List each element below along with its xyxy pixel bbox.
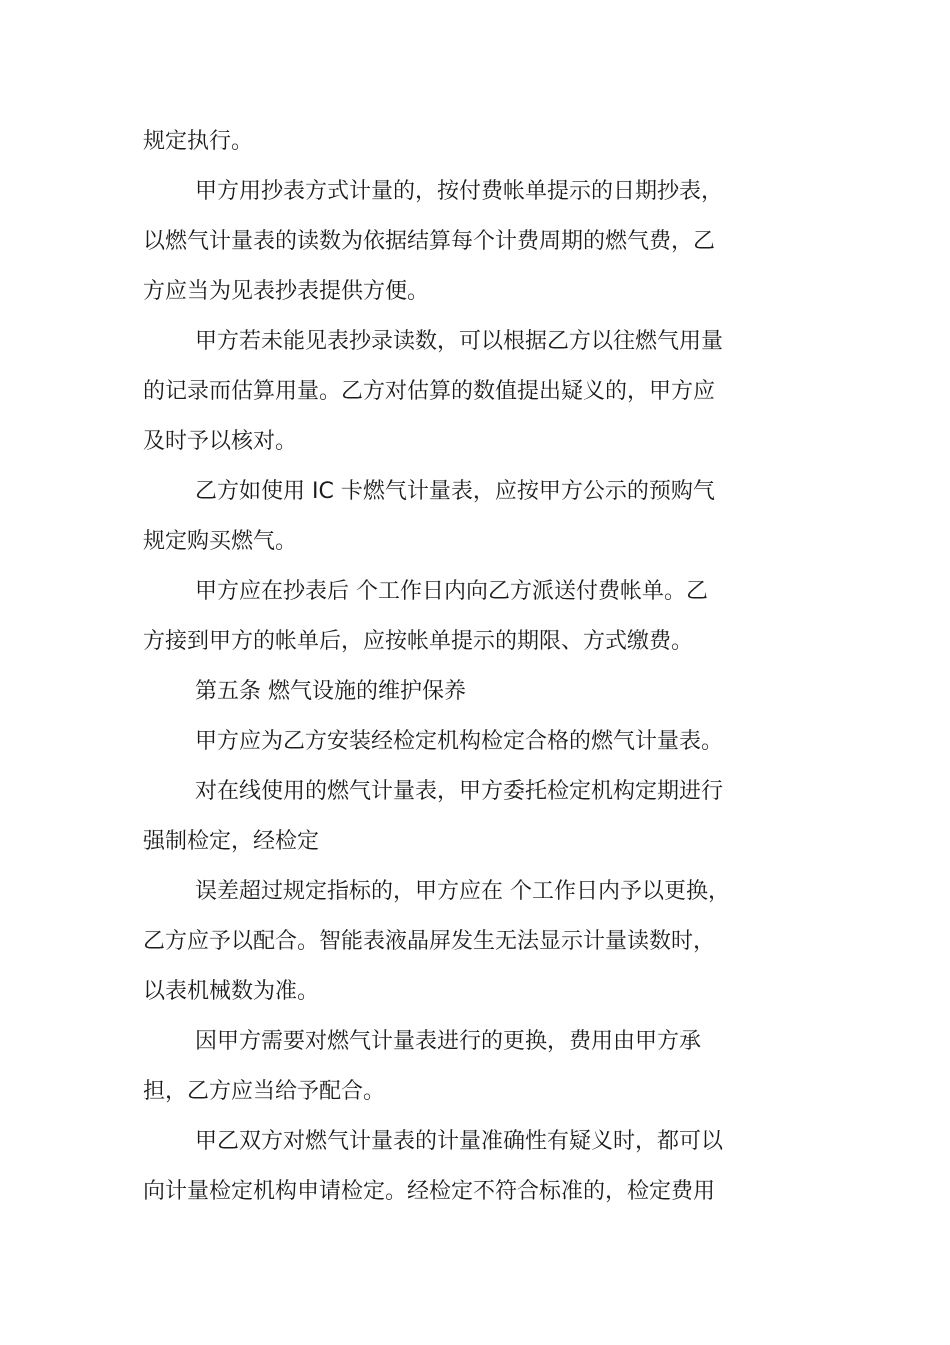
text-line: 向计量检定机构申请检定。经检定不符合标准的，检定费用 xyxy=(143,1179,716,1204)
text-line: 以表机械数为准。 xyxy=(143,979,320,1004)
text-line: 甲方应在抄表后 个工作日内向乙方派送付费帐单。乙 xyxy=(195,579,708,604)
text-line: 规定执行。 xyxy=(143,129,254,154)
text-line: 及时予以核对。 xyxy=(143,429,298,454)
text-line: 甲乙双方对燃气计量表的计量准确性有疑义时，都可以 xyxy=(195,1129,724,1154)
text-line: 乙方应予以配合。智能表液晶屏发生无法显示计量读数时， xyxy=(143,929,716,954)
text-line: 方应当为见表抄表提供方便。 xyxy=(143,279,430,304)
text-line: 担，乙方应当给予配合。 xyxy=(143,1079,386,1104)
text-line: 规定购买燃气。 xyxy=(143,529,298,554)
text-line: 甲方用抄表方式计量的，按付费帐单提示的日期抄表， xyxy=(195,179,724,204)
text-line: 以燃气计量表的读数为依据结算每个计费周期的燃气费，乙 xyxy=(143,229,716,254)
text-line: 的记录而估算用量。乙方对估算的数值提出疑义的，甲方应 xyxy=(143,379,716,404)
section-heading: 第五条 燃气设施的维护保养 xyxy=(195,679,466,704)
text-line: 方接到甲方的帐单后，应按帐单提示的期限、方式缴费。 xyxy=(143,629,694,654)
text-line: 甲方若未能见表抄录读数，可以根据乙方以往燃气用量 xyxy=(195,329,724,354)
text-line: 甲方应为乙方安装经检定机构检定合格的燃气计量表。 xyxy=(195,729,724,754)
text-line: 对在线使用的燃气计量表，甲方委托检定机构定期进行 xyxy=(195,779,724,804)
text-line: 因甲方需要对燃气计量表进行的更换，费用由甲方承 xyxy=(195,1029,702,1054)
text-line: 误差超过规定指标的，甲方应在 个工作日内予以更换， xyxy=(195,879,730,904)
text-line: 乙方如使用 IC 卡燃气计量表，应按甲方公示的预购气 xyxy=(195,479,715,504)
text-line: 强制检定，经检定 xyxy=(143,829,320,854)
